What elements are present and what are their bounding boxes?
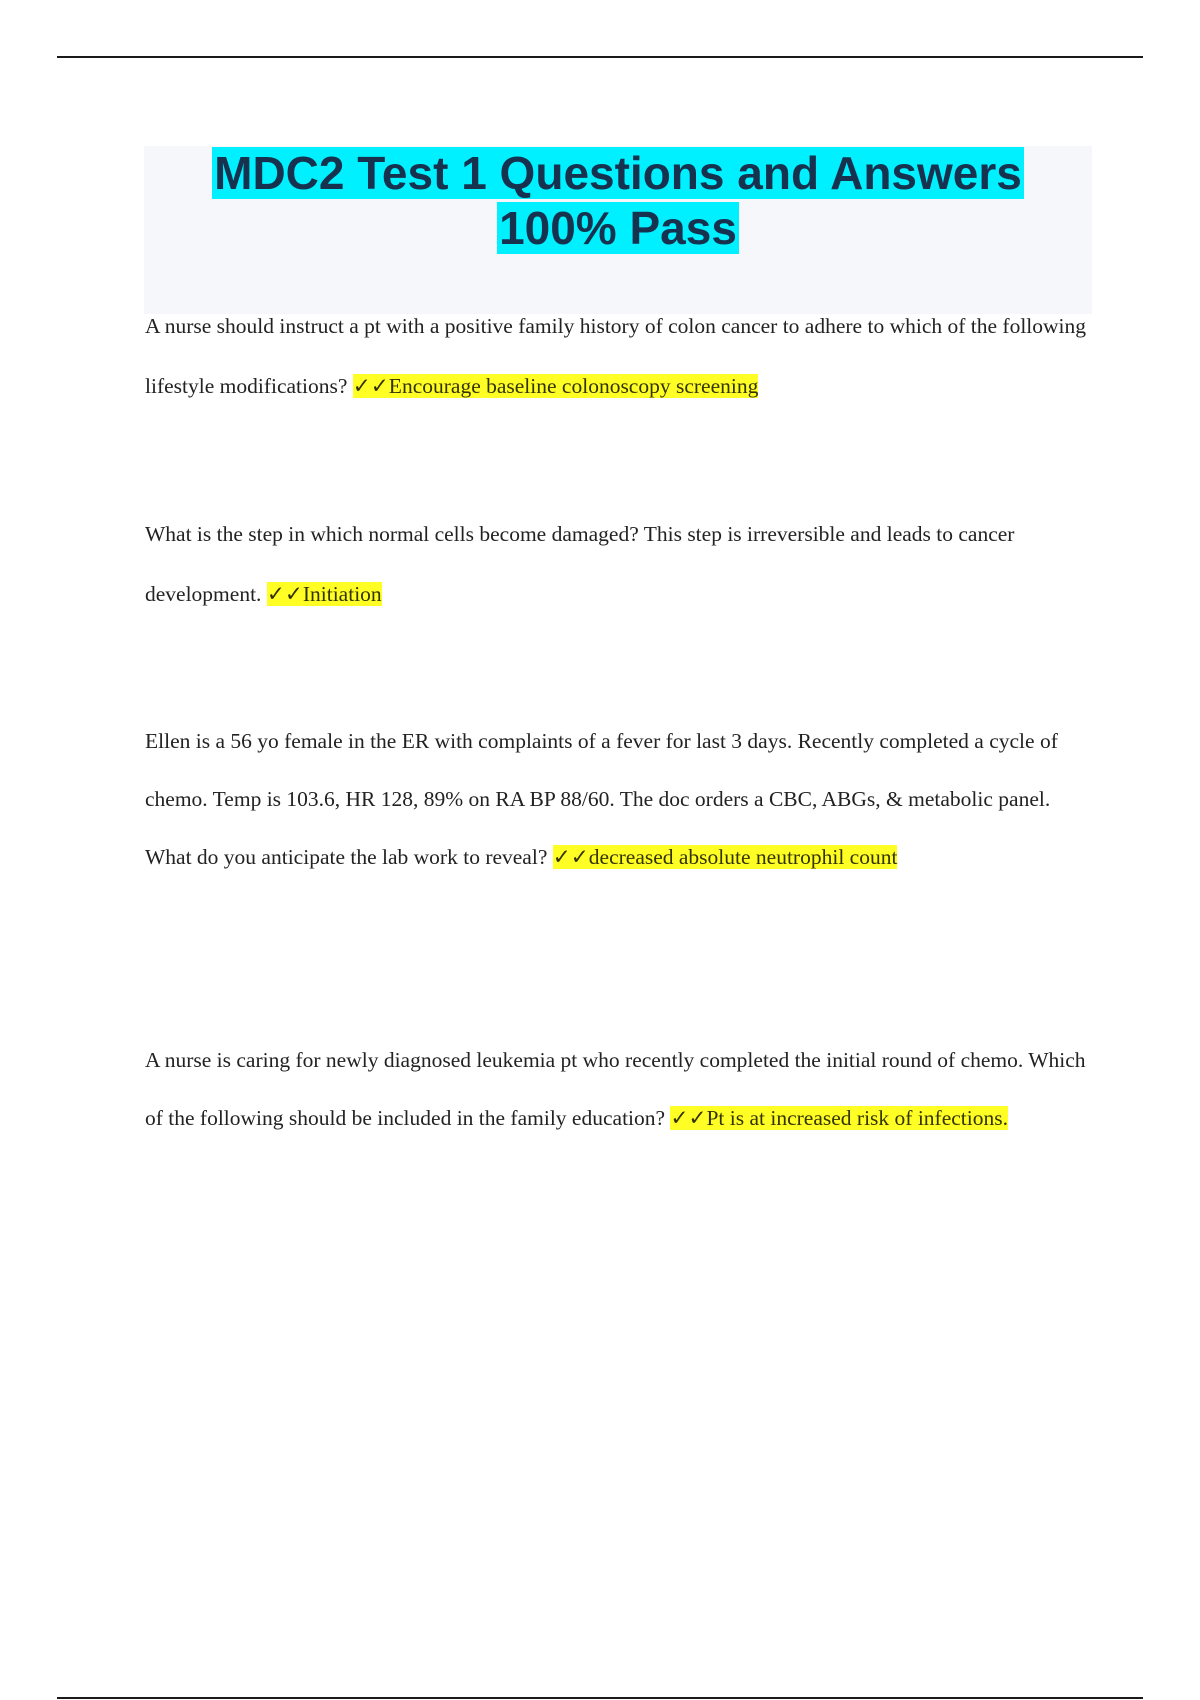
title-block (144, 146, 1092, 314)
answer-text: ✓✓Initiation (266, 582, 382, 606)
question-text: A nurse is caring for newly diagnosed leukemia pt who recently completed the initial round of chemo. Which of the following should be included in the family education? (145, 1048, 1086, 1130)
header-rule (57, 56, 1143, 58)
answer-text: ✓✓decreased absolute neutrophil count (552, 845, 898, 869)
question-text: What is the step in which normal cells become damaged? This step is irreversible and leads to cancer development. (145, 522, 1015, 606)
question-text: A nurse should instruct a pt with a positive family history of colon cancer to adhere to which of the following lifestyle modifications? (145, 314, 1087, 398)
qa-item (145, 504, 1095, 624)
question-text: Ellen is a 56 yo female in the ER with complaints of a fever for last 3 days. Recently completed a cycle of chemo. Temp is 103.6, HR 128, 89% on RA BP 88/60. The doc orders a CBC, ABGs, & metabolic panel. What do you anticipate the lab work to reveal? (145, 729, 1058, 869)
title-line-2: 100% Pass (499, 202, 737, 254)
answer-text: ✓✓Pt is at increased risk of infections. (670, 1106, 1008, 1130)
document-title (144, 146, 1092, 256)
qa-item (145, 296, 1095, 416)
qa-item (145, 1031, 1095, 1147)
title-line-1: MDC2 Test 1 Questions and Answers (214, 147, 1022, 199)
qa-item (145, 712, 1095, 886)
footer-rule (57, 1697, 1143, 1699)
answer-text: ✓✓Encourage baseline colonoscopy screening (352, 374, 759, 398)
